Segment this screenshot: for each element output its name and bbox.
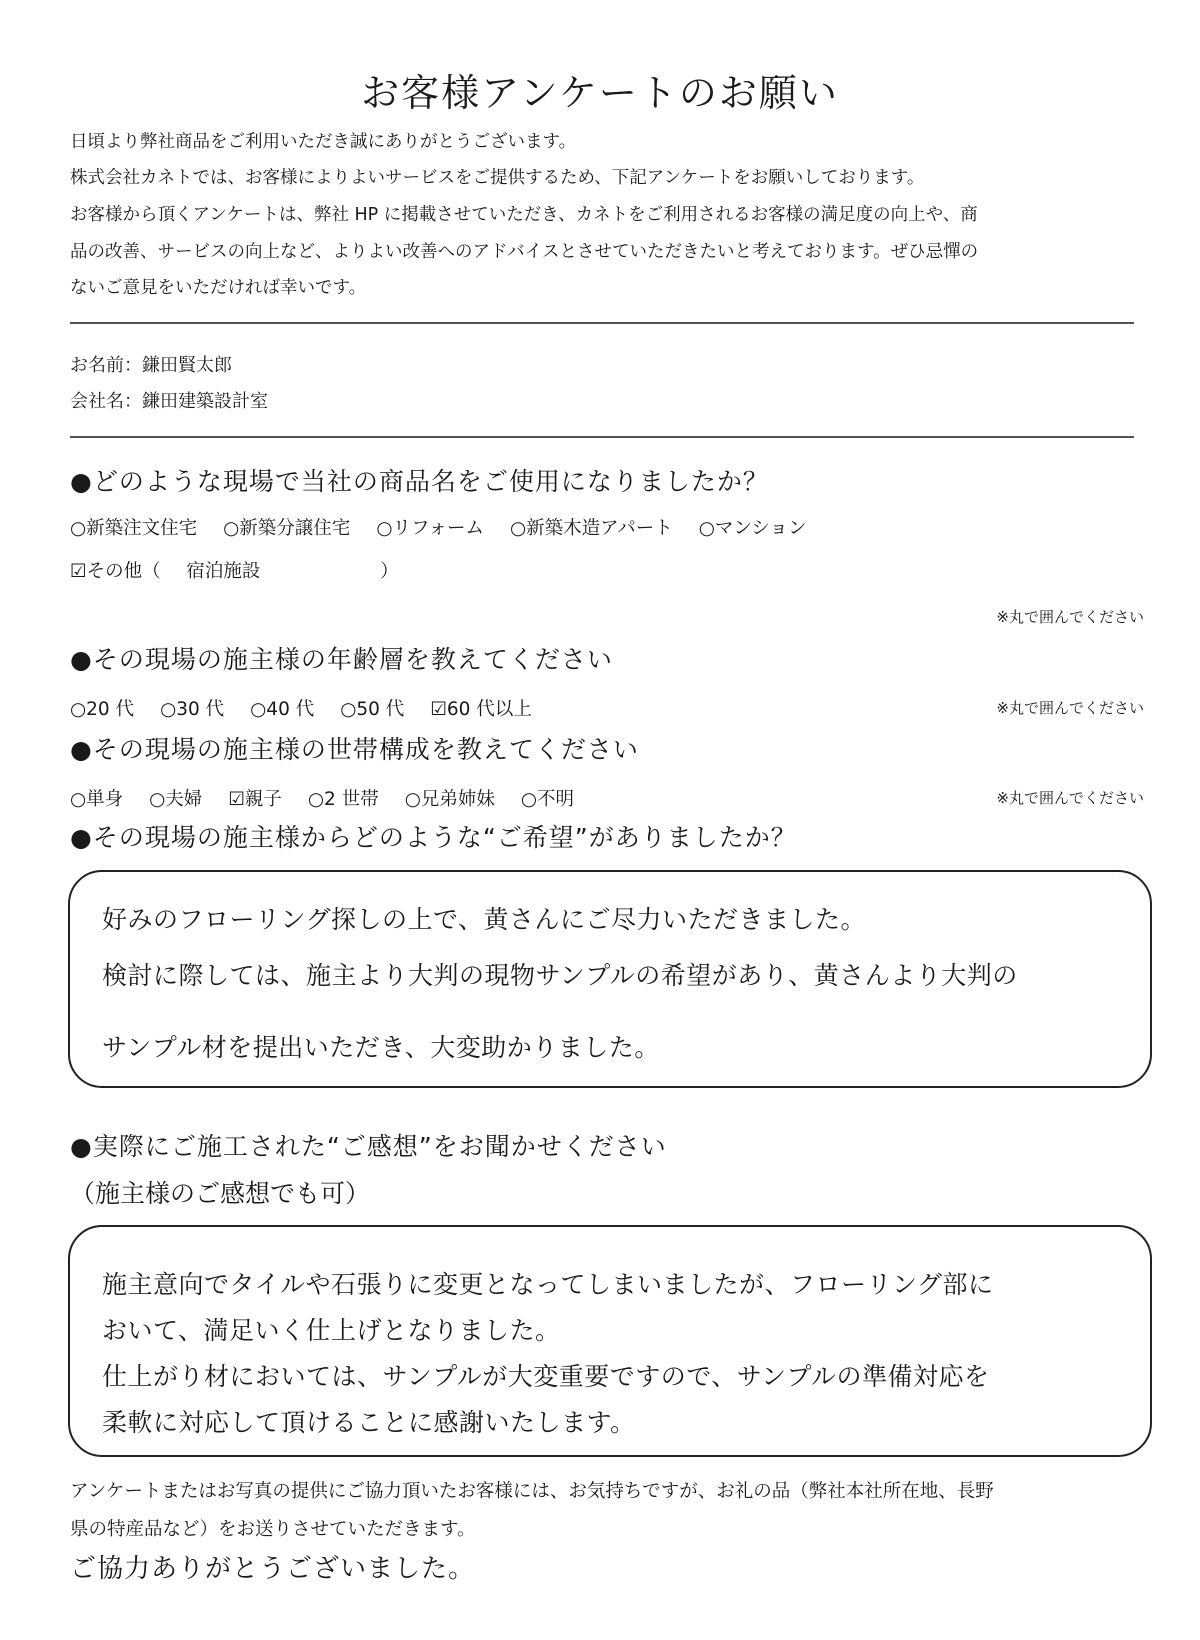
- site-type-options: [70, 514, 807, 540]
- answer-line: 柔軟に対応して頂けることに感謝いたします。: [102, 1408, 636, 1437]
- option-age-30s[interactable]: ○30 代: [160, 699, 225, 720]
- answer-line: 施主意向でタイルや石張りに変更となってしまいましたが、フローリング部に: [102, 1270, 994, 1299]
- divider: [70, 436, 1134, 438]
- option-age-20s[interactable]: ○20 代: [70, 699, 135, 720]
- impressions-answer-box: [68, 1225, 1152, 1457]
- intro-line: お客様から頂くアンケートは、弊社 HP に掲載させていただき、カネトをご利用されるお客様の満足度の向上や、商: [70, 205, 978, 225]
- option-age-40s[interactable]: ○40 代: [250, 699, 315, 720]
- intro-line: 品の改善、サービスの向上など、よりよい改善へのアドバイスとさせていただきたいと考えております。ぜひ忌憚の: [70, 242, 979, 262]
- option-other-close: ）: [380, 561, 399, 582]
- question-household: ●その現場の施主様の世帯構成を教えてください: [70, 735, 639, 764]
- intro-line: 日頃より弊社商品をご利用いただき誠にありがとうございます。: [70, 132, 577, 152]
- age-group-options: [70, 695, 532, 721]
- circle-note: ※丸で囲んでください: [996, 608, 1144, 626]
- wishes-answer-box: [68, 870, 1152, 1088]
- answer-line: 好みのフローリング探しの上で、黄さんにご尽力いただきました。: [102, 905, 867, 934]
- option-age-50s[interactable]: ○50 代: [340, 699, 405, 720]
- option-mansion[interactable]: ○マンション: [698, 518, 807, 539]
- answer-line: サンプル材を提出いただき、大変助かりました。: [102, 1033, 660, 1062]
- answer-line: 検討に際しては、施主より大判の現物サンプルの希望があり、黄さんより大判の: [102, 961, 1018, 990]
- thanks-message: ご協力ありがとうございました。: [70, 1554, 476, 1584]
- answer-line: 仕上がり材においては、サンプルが大変重要ですので、サンプルの準備対応を: [102, 1362, 990, 1391]
- impressions-subnote: （施主様のご感想でも可）: [70, 1179, 371, 1208]
- circle-note: ※丸で囲んでください: [996, 699, 1144, 717]
- option-unknown[interactable]: ○不明: [520, 789, 575, 810]
- option-age-60s-plus[interactable]: ☑60 代以上: [430, 699, 532, 720]
- question-age-group: ●その現場の施主様の年齢層を教えてください: [70, 645, 613, 674]
- page-title: お客様アンケートのお願い: [361, 71, 839, 115]
- option-couple[interactable]: ○夫婦: [149, 789, 203, 810]
- option-siblings[interactable]: ○兄弟姉妹: [404, 789, 495, 810]
- option-other-label: ☑その他（: [70, 561, 161, 582]
- answer-line: おいて、満足いく仕上げとなりました。: [102, 1316, 561, 1345]
- household-options: [70, 785, 574, 811]
- question-impressions: ●実際にご施工された“ご感想”をお聞かせください: [70, 1132, 667, 1161]
- respondent-name: お名前：鎌田賢太郎: [70, 355, 232, 376]
- footer-line: 県の特産品など）をお送りさせていただきます。: [70, 1519, 476, 1540]
- respondent-company: 会社名：鎌田建築設計室: [70, 391, 268, 412]
- intro-line: ないご意見をいただければ幸いです。: [70, 278, 367, 298]
- option-wooden-apartment[interactable]: ○新築木造アパート: [510, 518, 673, 539]
- divider: [70, 322, 1134, 324]
- intro-line: 株式会社カネトでは、お客様によりよいサービスをご提供するため、下記アンケートをお願いしております。: [70, 168, 925, 188]
- option-other[interactable]: [70, 557, 399, 583]
- question-wishes: ●その現場の施主様からどのような“ご希望”がありましたか？: [70, 823, 797, 852]
- option-custom-house[interactable]: ○新築注文住宅: [70, 518, 198, 539]
- option-reform[interactable]: ○リフォーム: [376, 518, 485, 539]
- option-spec-house[interactable]: ○新築分譲住宅: [223, 518, 351, 539]
- question-site-type: ●どのような現場で当社の商品名をご使用になりましたか？: [70, 467, 769, 496]
- option-two-generation[interactable]: ○2 世帯: [307, 789, 379, 810]
- option-other-value: 宿泊施設: [186, 561, 261, 582]
- circle-note: ※丸で囲んでください: [996, 789, 1144, 807]
- option-single[interactable]: ○単身: [70, 789, 124, 810]
- footer-line: アンケートまたはお写真の提供にご協力頂いたお客様には、お気持ちですが、お礼の品（弊社本社所在地、長野: [70, 1481, 994, 1502]
- option-parent-child[interactable]: ☑親子: [228, 789, 282, 810]
